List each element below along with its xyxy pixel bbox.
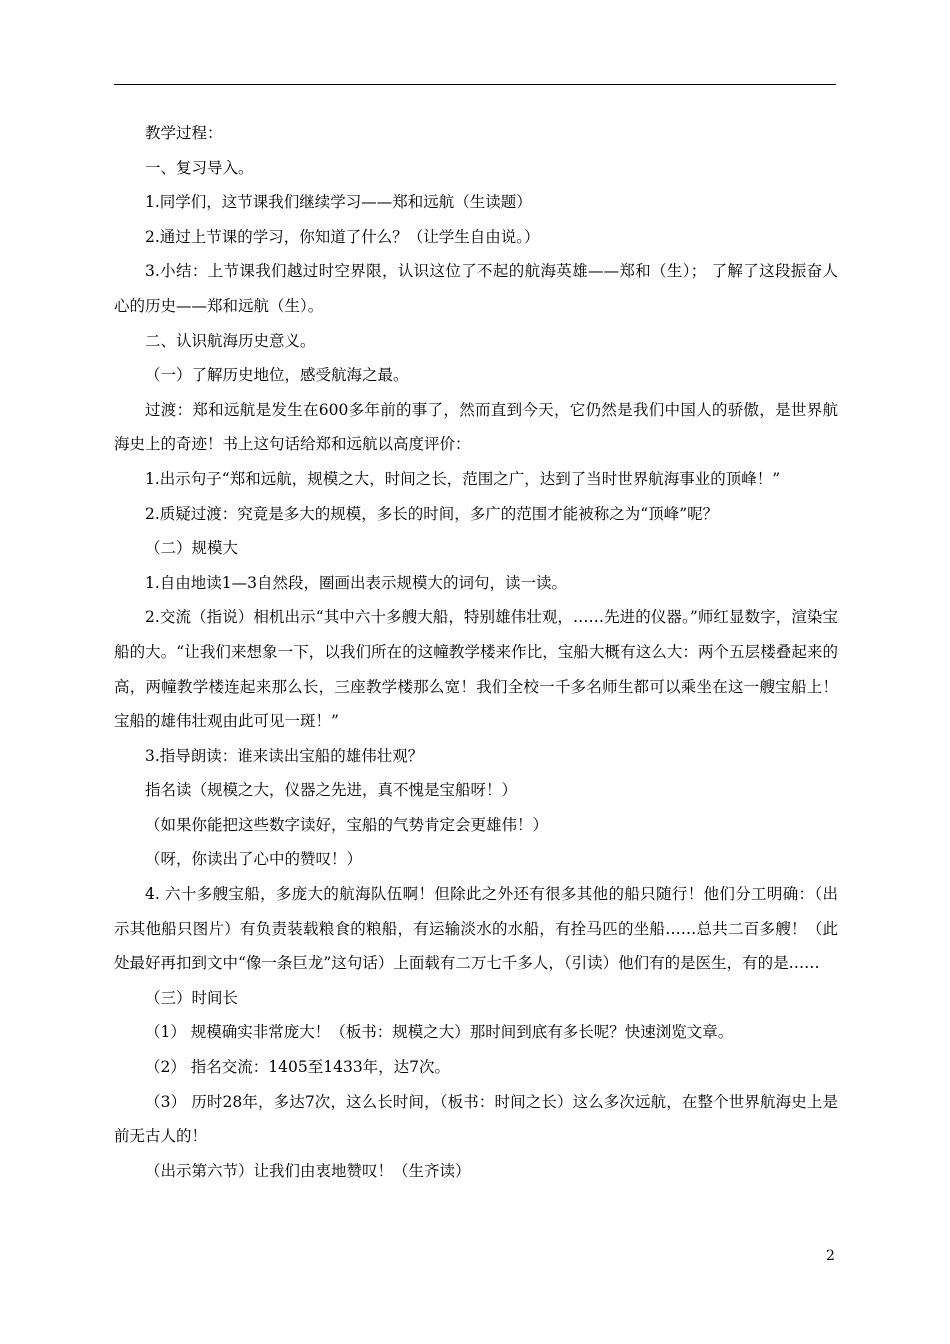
paragraph: （3） 历时28年，多达7次，这么长时间，（板书：时间之长）这么多次远航，在整个世界航海史上是前无古人的！ (114, 1092, 838, 1146)
paragraph: （出示第六节）让我们由衷地赞叹！（生齐读） (145, 1161, 471, 1180)
paragraph: 4. 六十多艘宝船，多庞大的航海队伍啊！但除此之外还有很多其他的船只随行！他们分工明确：（出示其他船只图片）有负责装载粮食的粮船，有运输淡水的水船，有拴马匹的坐船……总共二百多艘！（此处最好再扣到文中“像一条巨龙”这句话）上面载有二万七千多人，（引读）他们有的是医生，有的是…… (114, 885, 838, 973)
paragraph: （1） 规模确实非常庞大！（板书：规模之大）那时间到底有多长呢？快速浏览文章。 (145, 1023, 734, 1042)
paragraph: 二、认识航海历史意义。 (145, 331, 316, 350)
paragraph: （一）了解历史地位，感受航海之最。 (145, 366, 409, 385)
paragraph: （三）时间长 (145, 988, 239, 1007)
paragraph: （呀，你读出了心中的赞叹！） (145, 850, 363, 869)
page-number: 2 (826, 1248, 835, 1264)
paragraph: 1.出示句子“郑和远航，规模之大，时间之长，范围之广，达到了当时世界航海事业的顶峰！” (145, 469, 781, 488)
document-body (114, 116, 838, 1188)
paragraph: 1.同学们，这节课我们继续学习——郑和远航（生读题） (145, 193, 532, 212)
paragraph: 过渡：郑和远航是发生在600多年前的事了，然而直到今天，它仍然是我们中国人的骄傲，是世界航海史上的奇迹！书上这句话给郑和远航以高度评价： (114, 400, 838, 454)
paragraph: 2.交流（指说）相机出示“其中六十多艘大船，特别雄伟壮观，……先进的仪器。”师红显数字，渲染宝船的大。“让我们来想象一下，以我们所在的这幢教学楼来作比，宝船大概有这么大：两个五层楼叠起来的高，两幢教学楼连起来那么长，三座教学楼那么宽！我们全校一千多名师生都可以乘坐在这一艘宝船上！宝船的雄伟壮观由此可见一斑！” (114, 608, 838, 731)
paragraph: 2.质疑过渡：究竟是多大的规模，多长的时间，多广的范围才能被称之为“顶峰”呢？ (145, 504, 719, 523)
paragraph: 指名读（规模之大，仪器之先进，真不愧是宝船呀！） (145, 781, 518, 800)
paragraph: 教学过程： (145, 124, 223, 142)
paragraph: 一、复习导入。 (145, 158, 254, 177)
paragraph: （二）规模大 (145, 539, 239, 558)
paragraph: 3.指导朗读：谁来读出宝船的雄伟壮观？ (145, 746, 424, 765)
paragraph: 2.通过上节课的学习，你知道了什么？（让学生自由说。） (145, 227, 540, 246)
header-rule (114, 84, 836, 85)
paragraph: 1.自由地读1—3自然段，圈画出表示规模大的词句，读一读。 (145, 573, 568, 592)
paragraph: （如果你能把这些数字读好，宝船的气势肯定会更雄伟！） (145, 815, 549, 834)
paragraph: （2） 指名交流：1405至1433年，达7次。 (145, 1058, 451, 1077)
paragraph: 3.小结：上节课我们越过时空界限，认识这位了不起的航海英雄——郑和（生）； 了解了这段振奋人心的历史——郑和远航（生）。 (114, 262, 838, 315)
